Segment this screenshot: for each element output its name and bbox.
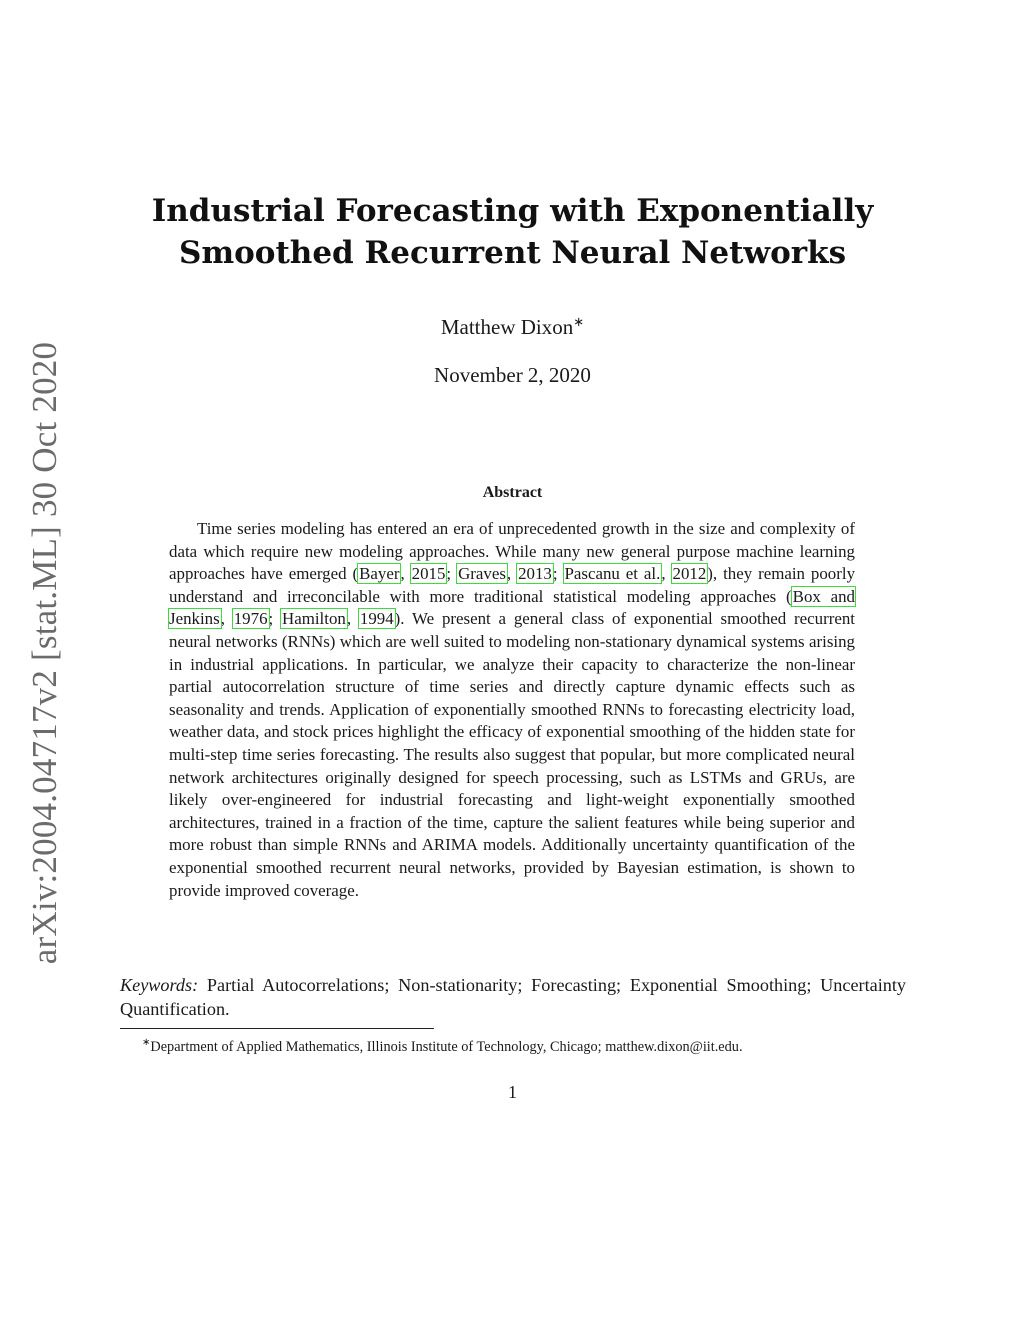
paper-date: November 2, 2020	[434, 363, 591, 387]
citation-hamilton[interactable]: Hamilton	[282, 609, 346, 629]
paper-title-line-2: Smoothed Recurrent Neural Networks	[178, 235, 847, 271]
citation-separator: ,	[220, 609, 233, 629]
citation-graves-year[interactable]: 2013	[518, 564, 552, 584]
keywords-text: Partial Autocorrelations; Non-stationarity; Forecasting; Exponential Smoothing; Uncertainty Quantification.	[120, 975, 906, 1019]
citation-separator: ;	[446, 564, 458, 584]
author-line	[120, 309, 905, 340]
page-number: 1	[508, 1082, 517, 1102]
citation-separator: ,	[400, 564, 411, 584]
citation-separator: ,	[346, 609, 359, 629]
abstract-text-part-3: ). We present a general class of exponential smoothed recurrent neural networks (RNNs) which are well suited to modeling non-stationary dynamical systems arising in industrial applications. In particular, we analyze their capacity to characterize the non-linear partial autocorrelation structure of time series and directly capture dynamic effects such as seasonality and trends. Application of exponentially smoothed RNNs to forecasting electricity load, weather data, and stock prices highlight the efficacy of exponential smoothing of the hidden state for multi-step time series forecasting. The results also suggest that popular, but more complicated neural network architectures originally designed for speech processing, such as LSTMs and GRUs, are likely over-engineered for industrial forecasting and light-weight exponentially smoothed architectures, trained in a fraction of the time, capture the salient features while being superior and more robust than simple RNNs and ARIMA models. Additionally uncertainty quantification of the exponential smoothed recurrent neural networks, provided by Bayesian estimation, is shown to provide improved coverage.	[169, 609, 855, 900]
abstract-text-part-1: Time series modeling has entered an era of unprecedented growth in the size and complexity of data which require new modeling approaches. While many new general purpose machine learning approaches have emerged (	[169, 519, 855, 584]
citation-hamilton-year[interactable]: 1994	[359, 609, 394, 629]
citation-bayer[interactable]: Bayer	[359, 564, 400, 584]
citation-separator: ;	[552, 564, 564, 584]
author-name: Matthew Dixon	[440, 315, 574, 339]
keywords-paragraph	[120, 973, 906, 1021]
arxiv-stamp-text: arXiv:2004.04717v2 [stat.ML] 30 Oct 2020	[25, 341, 64, 964]
abstract-body	[169, 518, 855, 902]
citation-box-jenkins[interactable]: Box and Jenkins	[169, 586, 855, 629]
footnote-text: Department of Applied Mathematics, Illinois Institute of Technology, Chicago; matthew.dixon@iit.edu.	[150, 1038, 743, 1055]
paper-title	[120, 190, 905, 274]
citation-pascanu[interactable]: Pascanu et al.	[564, 564, 661, 584]
citation-pascanu-year[interactable]: 2012	[672, 564, 707, 584]
abstract-text-part-2: ), they remain poorly understand and irreconcilable with more traditional statistical modeling approaches (	[169, 564, 856, 606]
keywords-label: Keywords:	[120, 975, 199, 995]
abstract-heading: Abstract	[482, 484, 543, 501]
footnote-divider	[120, 1028, 434, 1029]
paper-title-line-1: Industrial Forecasting with Exponentially	[151, 193, 874, 229]
footnote-mark: ∗	[142, 1037, 151, 1048]
author-footnote-mark[interactable]: ∗	[573, 314, 585, 329]
citation-separator: ,	[506, 564, 518, 584]
citation-graves[interactable]: Graves	[458, 564, 506, 584]
footnote	[120, 1033, 906, 1057]
citation-separator: ;	[268, 609, 282, 629]
citation-bayer-year[interactable]: 2015	[411, 564, 446, 584]
arxiv-stamp	[20, 341, 70, 964]
citation-box-jenkins-year[interactable]: 1976	[233, 609, 268, 629]
citation-separator: ,	[661, 564, 672, 584]
